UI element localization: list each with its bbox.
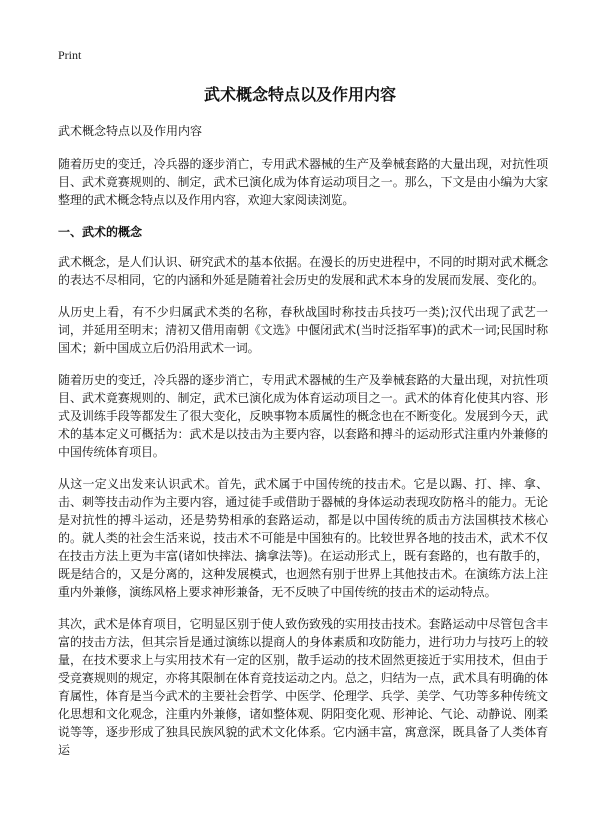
paragraph: 随着历史的变迁，冷兵器的逐步消亡，专用武术器械的生产及拳械套路的大量出现，对抗性项目、武术竟赛规则的、制定，武术已演化成为体育运动项目之一。武术的体育化使其内容、形式及训练手段等都发生了很大变化，反映事物本质属性的概念也在不断变化。发展到今天，武术的基本定义可概括为：武术是以技击为主要内容，以套路和搏斗的运动形式注重内外兼修的中国传统体育项目。 [58, 373, 548, 459]
paragraph: 武术概念，是人们认识、研究武术的基本依据。在漫长的历史进程中，不同的时期对武术概念的表达不尽相同，它的内涵和外延是随着社会历史的发展和武术本身的发展而发展、变化的。 [58, 255, 548, 287]
article-body [58, 122, 548, 773]
paragraph: 从历史上看，有不少归属武术类的名称，春秋战国时称技击兵技巧一类);汉代出现了武艺一词，并延用至明末；清初又借用南朝《文选》中偃闭武术(当时泛指军事)的武术一词;民国时称国术；新中国成立后仍沿用武术一词。 [58, 305, 548, 355]
print-link[interactable]: Print [58, 48, 82, 62]
paragraph: 从这一定义出发来认识武术。首先，武术属于中国传统的技击术。它是以踢、打、摔、拿、击、刺等技击动作为主要内容，通过徒手或借助于器械的身体运动表现攻防格斗的能力。无论是对抗性的搏斗运动，还是势势相承的套路运动，都是以中国传统的质击方法国棋技术核心的。就人类的社会生活来说，技击术不可能是中国独有的。比较世界各地的技击术，武术不仅在技击方法上更为丰富(诸如快摔法、擒拿法等)。在运动形式上，既有套路的，也有散手的，既是结合的，又是分离的，这种发展模式，也迥然有别于世界上其他技击术。在演练方法上注重内外兼修，演练风格上要求神形兼备，无不反映了中国传统的技击术的运动特点。 [58, 477, 548, 599]
page-title: 武术概念特点以及作用内容 [203, 85, 396, 104]
article-subtitle: 武术概念特点以及作用内容 [58, 124, 203, 138]
section-heading: 一、武术的概念 [58, 225, 143, 239]
intro-paragraph: 随着历史的变迁，冷兵器的逐步消亡，专用武术器械的生产及拳械套路的大量出现，对抗性项目、武术竟赛规则的、制定，武术已演化成为体育运动项目之一。那么，下文是由小编为大家整理的武术概念特点以及作用内容，欢迎大家阅读浏览。 [58, 157, 548, 207]
paragraph: 其次，武术是体育项目，它明显区别于使人致伤致残的实用技击技术。套路运动中尽管包含丰富的技击方法，但其宗旨是通过演练以提商人的身体素质和攻防能力，进行功力与技巧上的较量，在技术要求上与实用技术有一定的区别，散手运动的技术固然更接近于实用技术，但由于受竞赛规则的规定，亦将其限制在体育竞技运动之内。总之，归结为一点，武术具有明确的体育属性，体育是当今武术的主要社会哲学、中医学、伦理学、兵学、美学、气功等多种传统文化思想和文化观念，注重内外兼修，诸如整体观、阴阳变化观、形神论、气论、动静说、刚柔说等等，逐步形成了独具民族风貌的武术文化体系。它内涵丰富，寓意深，既具备了人类体育运 [58, 617, 548, 757]
